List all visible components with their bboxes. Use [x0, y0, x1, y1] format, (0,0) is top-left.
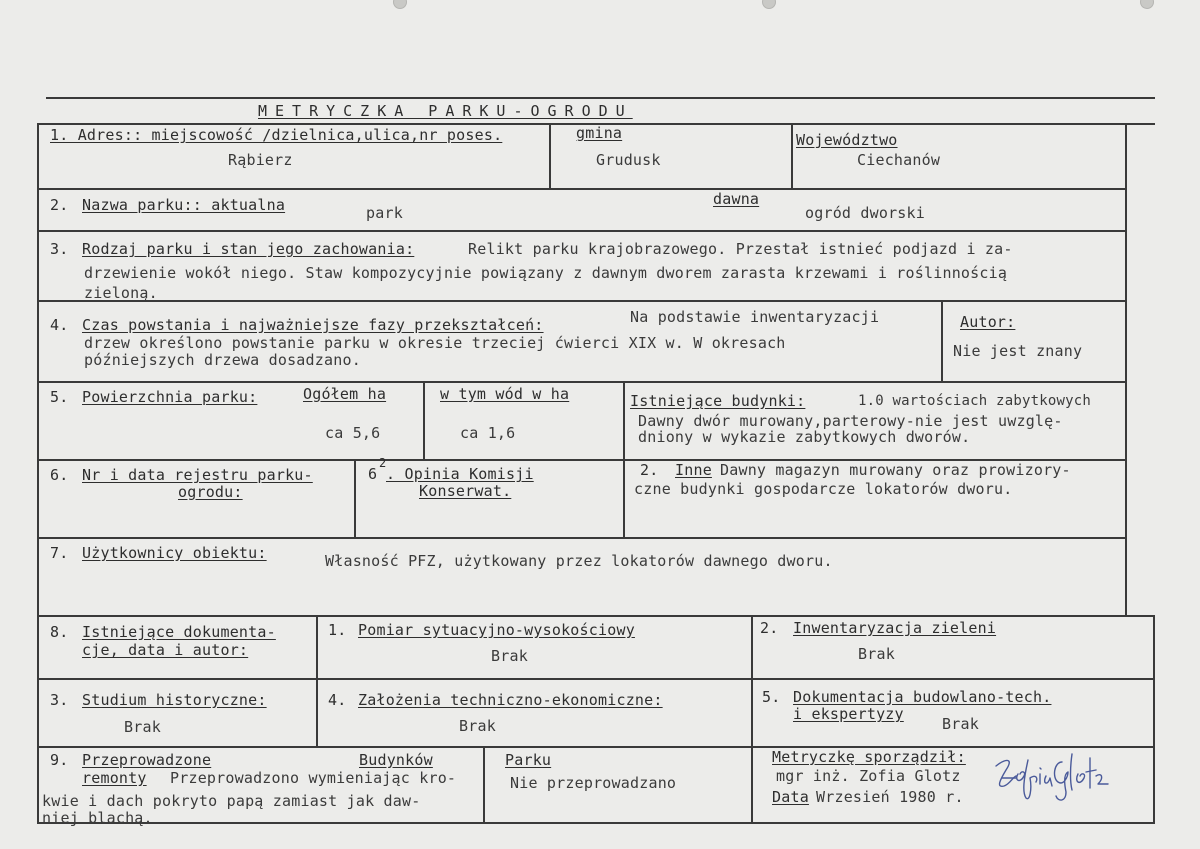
rule	[37, 746, 1155, 748]
rule	[37, 300, 1125, 302]
gmina-value: Grudusk	[596, 151, 661, 169]
doc-number: 1.	[328, 621, 347, 639]
other-buildings-line: czne budynki gospodarcze lokatorów dworu.	[634, 480, 1013, 498]
history-label: Czas powstania i najważniejsze fazy przekształceń:	[82, 316, 544, 334]
doc-greenery-label: Inwentaryzacja zieleni	[793, 619, 997, 637]
section-number: 4.	[50, 316, 69, 334]
rule	[623, 381, 625, 537]
doc-construction-value: Brak	[942, 715, 979, 733]
rule	[483, 746, 485, 824]
punch-hole	[1140, 0, 1154, 9]
area-total-value: ca 5,6	[325, 424, 381, 442]
park-type-line: Relikt parku krajobrazowego. Przestał istnieć podjazd i za-	[468, 240, 1013, 258]
other-buildings-line: Dawny magazyn murowany oraz prowizory-	[720, 461, 1071, 479]
other-buildings-label: Inne	[675, 461, 712, 479]
prepared-by-label: Metryczkę sporządził:	[772, 748, 966, 766]
rule	[1153, 615, 1155, 824]
punch-hole	[393, 0, 407, 9]
rule	[1125, 123, 1127, 615]
doc-technical-label: Założenia techniczno-ekonomiczne:	[358, 691, 663, 709]
documentation-label: Istniejące dokumenta-	[82, 623, 276, 641]
rule	[37, 381, 1125, 383]
park-type-line: drzewienie wokół niego. Staw kompozycyjnie powiązany z dawnym dworem zarasta krzewami i roślinnością	[84, 264, 1008, 282]
section-number: 3.	[50, 240, 69, 258]
buildings-line: Dawny dwór murowany,parterowy-nie jest uwzglę-	[638, 412, 1063, 430]
register-label: Nr i data rejestru parku-	[82, 466, 313, 484]
signature	[992, 748, 1122, 808]
area-label: Powierzchnia parku:	[82, 388, 258, 406]
rule	[46, 97, 1155, 99]
history-line: późniejszych drzewa dosadzano.	[84, 351, 361, 369]
doc-construction-label: Dokumentacja budowlano-tech.	[793, 688, 1052, 706]
form-title: METRYCZKA PARKU-OGRODU	[258, 102, 633, 120]
voivodeship-label: Województwo	[796, 131, 898, 149]
rule	[354, 459, 356, 537]
prepared-by-value: mgr inż. Zofia Glotz	[776, 767, 961, 785]
users-value: Własność PFZ, użytkowany przez lokatorów dawnego dworu.	[325, 552, 833, 570]
doc-number: 3.	[50, 691, 69, 709]
doc-number: 2.	[760, 619, 779, 637]
date-value: Wrzesień 1980 r.	[816, 788, 964, 806]
register-label: ogrodu:	[178, 483, 243, 501]
section-number: 7.	[50, 544, 69, 562]
rule	[941, 300, 943, 381]
section-number: 2.	[640, 461, 659, 479]
former-name-label: dawna	[713, 190, 760, 208]
documentation-label: cje, data i autor:	[82, 641, 249, 659]
rule	[37, 188, 1125, 190]
opinion-label: Konserwat.	[419, 482, 512, 500]
area-total-label: Ogółem ha	[303, 385, 387, 403]
section-number: 2.	[50, 196, 69, 214]
doc-technical-value: Brak	[459, 717, 496, 735]
repairs-buildings-line: niej blachą.	[42, 809, 153, 827]
date-label: Data	[772, 788, 809, 806]
opinion-superscript: 2	[379, 456, 387, 470]
rule	[549, 123, 551, 188]
park-name-label: Nazwa parku:: aktualna	[82, 196, 286, 214]
repairs-buildings-line: Przeprowadzono wymieniając kro-	[170, 769, 457, 787]
section-number: 9.	[50, 751, 69, 769]
author-label: Autor:	[960, 313, 1016, 331]
section-number: 8.	[50, 623, 69, 641]
opinion-label: . Opinia Komisji	[386, 465, 534, 483]
repairs-buildings-label: Budynków	[359, 751, 433, 769]
address-value: Rąbierz	[228, 151, 293, 169]
gmina-label: gmina	[576, 124, 623, 142]
repairs-label: Przeprowadzone	[82, 751, 212, 769]
repairs-label: remonty	[82, 769, 147, 787]
park-type-label: Rodzaj parku i stan jego zachowania:	[82, 240, 415, 258]
doc-number: 5.	[762, 688, 781, 706]
buildings-line: dniony w wykazie zabytkowych dworów.	[638, 428, 971, 446]
rule	[37, 123, 39, 824]
park-name-current: park	[366, 204, 403, 222]
author-value: Nie jest znany	[953, 342, 1083, 360]
rule	[37, 230, 1125, 232]
park-type-line: zieloną.	[84, 284, 158, 302]
rule	[37, 822, 1155, 824]
repairs-buildings-line: kwie i dach pokryto papą zamiast jak daw-	[42, 792, 421, 810]
rule	[423, 381, 425, 459]
history-line: drzew określono powstanie parku w okresie trzeciej ćwierci XIX w. W okresach	[84, 334, 786, 352]
doc-survey-label: Pomiar sytuacyjno-wysokościowy	[358, 621, 635, 639]
doc-greenery-value: Brak	[858, 645, 895, 663]
voivodeship-value: Ciechanów	[857, 151, 941, 169]
buildings-label: Istniejące budynki:	[630, 392, 806, 410]
history-line: Na podstawie inwentaryzacji	[630, 308, 880, 326]
doc-number: 4.	[328, 691, 347, 709]
rule	[751, 615, 753, 824]
rule	[37, 537, 1125, 539]
doc-construction-label: i ekspertyzy	[793, 705, 904, 723]
water-area-label: w tym wód w ha	[440, 385, 570, 403]
former-name-value: ogród dworski	[805, 204, 925, 222]
punch-hole	[762, 0, 776, 9]
rule	[791, 123, 793, 188]
repairs-park-value: Nie przeprowadzano	[510, 774, 677, 792]
section-number: 6.	[50, 466, 69, 484]
users-label: Użytkownicy obiektu:	[82, 544, 267, 562]
section-number: 5.	[50, 388, 69, 406]
doc-survey-value: Brak	[491, 647, 528, 665]
buildings-count: 1.0 wartościach zabytkowych	[858, 393, 1091, 409]
rule	[37, 615, 1155, 617]
repairs-park-label: Parku	[505, 751, 552, 769]
rule	[316, 615, 318, 746]
water-area-value: ca 1,6	[460, 424, 516, 442]
opinion-number: 6	[368, 465, 378, 483]
doc-history-label: Studium historyczne:	[82, 691, 267, 709]
address-label: 1. Adres:: miejscowość /dzielnica,ulica,nr poses.	[50, 126, 503, 144]
rule	[37, 678, 1155, 680]
doc-history-value: Brak	[124, 718, 161, 736]
